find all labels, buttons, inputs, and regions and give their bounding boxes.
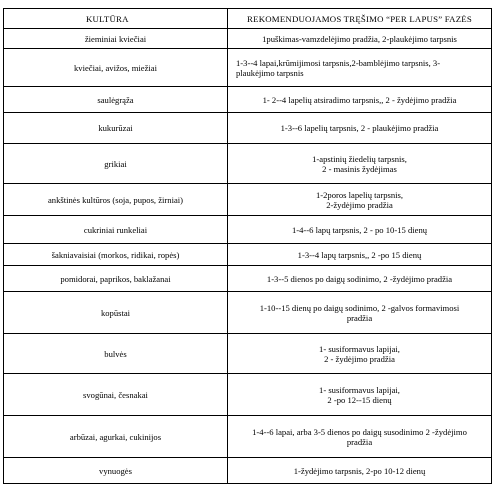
phase-cell bbox=[228, 184, 492, 216]
table-row bbox=[4, 374, 492, 416]
crop-cell: cukriniai runkeliai bbox=[4, 216, 228, 244]
crop-cell: ankštinės kultūros (soja, pupos, žirniai) bbox=[4, 184, 228, 216]
crop-cell: saulėgrąža bbox=[4, 87, 228, 113]
table-row bbox=[4, 458, 492, 484]
fertilization-table bbox=[3, 8, 492, 484]
table-row bbox=[4, 244, 492, 266]
phase-line: 1puškimas-vamzdelėjimo pradžia, 2-plaukėjimo tarpsnis bbox=[262, 33, 457, 44]
header-crop: KULTŪRA bbox=[4, 9, 228, 29]
phase-line: 1-4--6 lapai, arba 3-5 dienos po daigų susodinimo 2 -žydėjimo bbox=[252, 426, 467, 437]
phase-line: 1-apstinių žiedelių tarpsnis, bbox=[312, 153, 407, 164]
phase-line: pradžia bbox=[346, 312, 373, 323]
crop-cell: grikiai bbox=[4, 144, 228, 184]
phase-line: 1-3--4 lapai,krūmijimosi tarpsnis,2-bamblėjimo tarpsnis, 3- bbox=[236, 57, 441, 68]
phase-line: 1-10--15 dienų po daigų sodinimo, 2 -galvos formavimosi bbox=[259, 302, 460, 313]
phase-line: 1-3--6 lapelių tarpsnis, 2 - plaukėjimo pradžia bbox=[280, 123, 439, 133]
phase-cell bbox=[228, 216, 492, 244]
crop-cell: vynuogės bbox=[4, 458, 228, 484]
phase-line: 1-2poros lapelių tarpsnis, bbox=[315, 189, 404, 200]
table-row bbox=[4, 49, 492, 87]
table-row bbox=[4, 184, 492, 216]
phase-line: 2-žydėjimo pradžia bbox=[326, 199, 393, 210]
phase-line: 2 - žydėjimo pradžia bbox=[324, 353, 395, 364]
phase-line: 1-3--5 dienos po daigų sodinimo, 2 -žydėjimo pradžia bbox=[266, 273, 453, 284]
crop-cell: arbūzai, agurkai, cukinijos bbox=[4, 416, 228, 458]
table-header-row bbox=[4, 9, 492, 29]
table-row bbox=[4, 334, 492, 374]
table-row bbox=[4, 216, 492, 244]
phase-cell bbox=[228, 87, 492, 113]
phase-cell bbox=[228, 29, 492, 49]
crop-cell: kukurūzai bbox=[4, 113, 228, 144]
crop-cell: žieminiai kviečiai bbox=[4, 29, 228, 49]
crop-cell: šakniavaisiai (morkos, ridikai, ropės) bbox=[4, 244, 228, 266]
phase-cell bbox=[228, 49, 492, 87]
table-row bbox=[4, 416, 492, 458]
phase-line: 1- susiformavus lapijai, bbox=[319, 343, 400, 354]
crop-cell: bulvės bbox=[4, 334, 228, 374]
table-row bbox=[4, 292, 492, 334]
table-row bbox=[4, 87, 492, 113]
crop-cell: pomidorai, paprikos, baklažanai bbox=[4, 266, 228, 292]
phase-line: pradžia bbox=[346, 436, 373, 447]
table-row bbox=[4, 113, 492, 144]
phase-cell bbox=[228, 374, 492, 416]
crop-cell: svogūnai, česnakai bbox=[4, 374, 228, 416]
phase-line: 1-žydėjimo tarpsnis, 2-po 10-12 dienų bbox=[293, 465, 426, 476]
phase-line: 1- susiformavus lapijai, bbox=[319, 384, 400, 395]
phase-cell bbox=[228, 458, 492, 484]
crop-cell: kviečiai, avižos, miežiai bbox=[4, 49, 228, 87]
crop-cell: kopūstai bbox=[4, 292, 228, 334]
table-row bbox=[4, 29, 492, 49]
phase-line: 2 -po 12--15 dienų bbox=[327, 394, 392, 405]
phase-cell bbox=[228, 244, 492, 266]
phase-line: 2 - masinis žydėjimas bbox=[322, 163, 397, 174]
table-row bbox=[4, 144, 492, 184]
phase-cell bbox=[228, 416, 492, 458]
phase-line: 1- 2--4 lapelių atsiradimo tarpsnis,, 2 - žydėjimo pradžia bbox=[262, 94, 457, 105]
phase-cell bbox=[228, 292, 492, 334]
phase-cell bbox=[228, 334, 492, 374]
phase-line: 1-3--4 lapų tarpsnis,, 2 -po 15 dienų bbox=[297, 249, 422, 260]
header-phases: REKOMENDUOJAMOS TRĘŠIMO “PER LAPUS” FAZĖS bbox=[228, 9, 492, 29]
phase-cell bbox=[228, 266, 492, 292]
phase-cell bbox=[228, 113, 492, 144]
phase-line: 1-4--6 lapų tarpsnis, 2 - po 10-15 dienų bbox=[291, 224, 428, 235]
table-row bbox=[4, 266, 492, 292]
phase-cell bbox=[228, 144, 492, 184]
phase-line: plaukėjimo tarpsnis bbox=[236, 67, 304, 78]
